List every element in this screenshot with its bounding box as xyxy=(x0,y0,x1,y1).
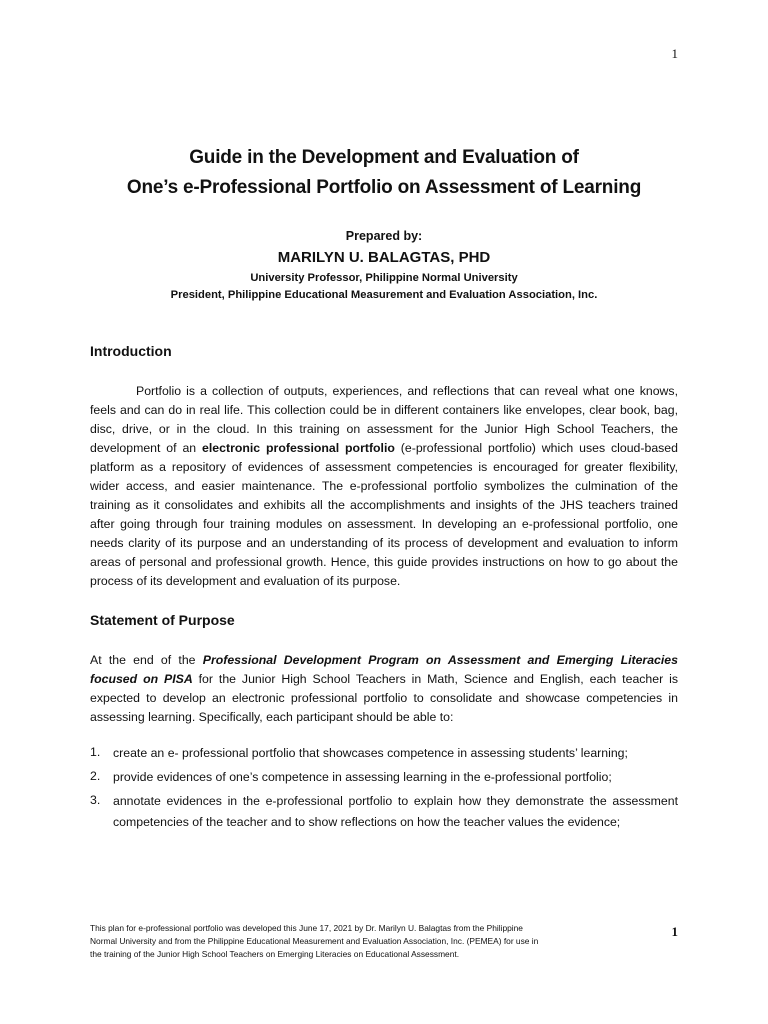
prepared-by-block xyxy=(0,226,768,304)
list-item xyxy=(90,791,678,833)
page-number-footer: 1 xyxy=(671,924,678,939)
intro-bold-term: electronic professional portfolio xyxy=(202,441,395,455)
footer-line-1: This plan for e-professional portfolio was developed this June 17, 2021 by Dr. Marilyn U. Balagtas from the Philippine xyxy=(90,923,523,933)
purpose-text-part-2: for the Junior High School Teachers in Math, Science and English, each teacher is expected to develop an electronic professional portfolio to consolidate and showcase competencies in assessing learning. Specifically, each participant should be able to: xyxy=(90,672,679,724)
title-line-1: Guide in the Development and Evaluation of xyxy=(189,147,579,168)
list-item-text: annotate evidences in the e-professional portfolio to explain how they demonstrate the assessment competencies of the teacher and to show reflections on how the teacher values the evidence; xyxy=(113,794,678,829)
author-name: MARILYN U. BALAGTAS, PHD xyxy=(277,249,491,266)
document-title xyxy=(0,143,768,203)
title-line-2: One’s e-Professional Portfolio on Assessment of Learning xyxy=(126,177,642,198)
list-item-text: create an e- professional portfolio that showcases competence in assessing students’ learning; xyxy=(113,746,628,760)
document-body xyxy=(90,340,678,836)
purpose-text-part-1: At the end of the xyxy=(90,653,203,667)
list-item xyxy=(90,767,678,788)
list-item xyxy=(90,743,678,764)
list-item-text: provide evidences of one’s competence in assessing learning in the e-professional portfolio; xyxy=(113,770,612,784)
purpose-heading: Statement of Purpose xyxy=(90,612,235,628)
intro-text-part-1: Portfolio is a collection of outputs, experiences, and reflections that can reveal what one knows, feels and can do in real life. This collection could be in different containers like envelopes, clear book, bag, disc, drive, or in the cloud. In this training on assessment for the Junior High School Teachers, the development of an xyxy=(90,384,678,455)
footer-line-3: the training of the Junior High School Teachers on Emerging Literacies on Educational Assessment. xyxy=(90,949,460,959)
introduction-paragraph xyxy=(90,382,678,591)
intro-text-part-2: (e-professional portfolio) which uses cloud-based platform as a repository of evidences of assessment competencies is encouraged for greater flexibility, wider access, and easier maintenance. The e-professional portfolio symbolizes the culmination of the training as it consolidates and exhibits all the accomplishments and insights of the JHS teachers trained after going through four training modules on assessment. In developing an e-professional portfolio, one needs clarity of its purpose and an understanding of its process of development and evaluation to inform areas of personal and professional growth. Hence, this guide provides instructions on how to go about the process of its development and evaluation of its purpose. xyxy=(90,441,678,588)
list-item-number: 3. xyxy=(90,793,101,807)
author-affiliation-2: President, Philippine Educational Measurement and Evaluation Association, Inc. xyxy=(170,289,598,301)
page-number-header: 1 xyxy=(671,46,678,61)
objectives-list xyxy=(90,743,678,833)
author-affiliation-1: University Professor, Philippine Normal University xyxy=(250,272,518,284)
footer-line-2: Normal University and from the Philippine Educational Measurement and Evaluation Association, Inc. (PEMEA) for use in xyxy=(90,936,539,946)
purpose-program-name: Professional Development Program on Assessment and Emerging Literacies focused on PISA xyxy=(90,653,678,686)
footer-note xyxy=(90,922,650,961)
list-item-number: 2. xyxy=(90,769,101,783)
introduction-heading: Introduction xyxy=(90,343,172,359)
list-item-number: 1. xyxy=(90,745,101,759)
purpose-paragraph xyxy=(90,651,678,727)
prepared-by-label: Prepared by: xyxy=(345,229,423,243)
